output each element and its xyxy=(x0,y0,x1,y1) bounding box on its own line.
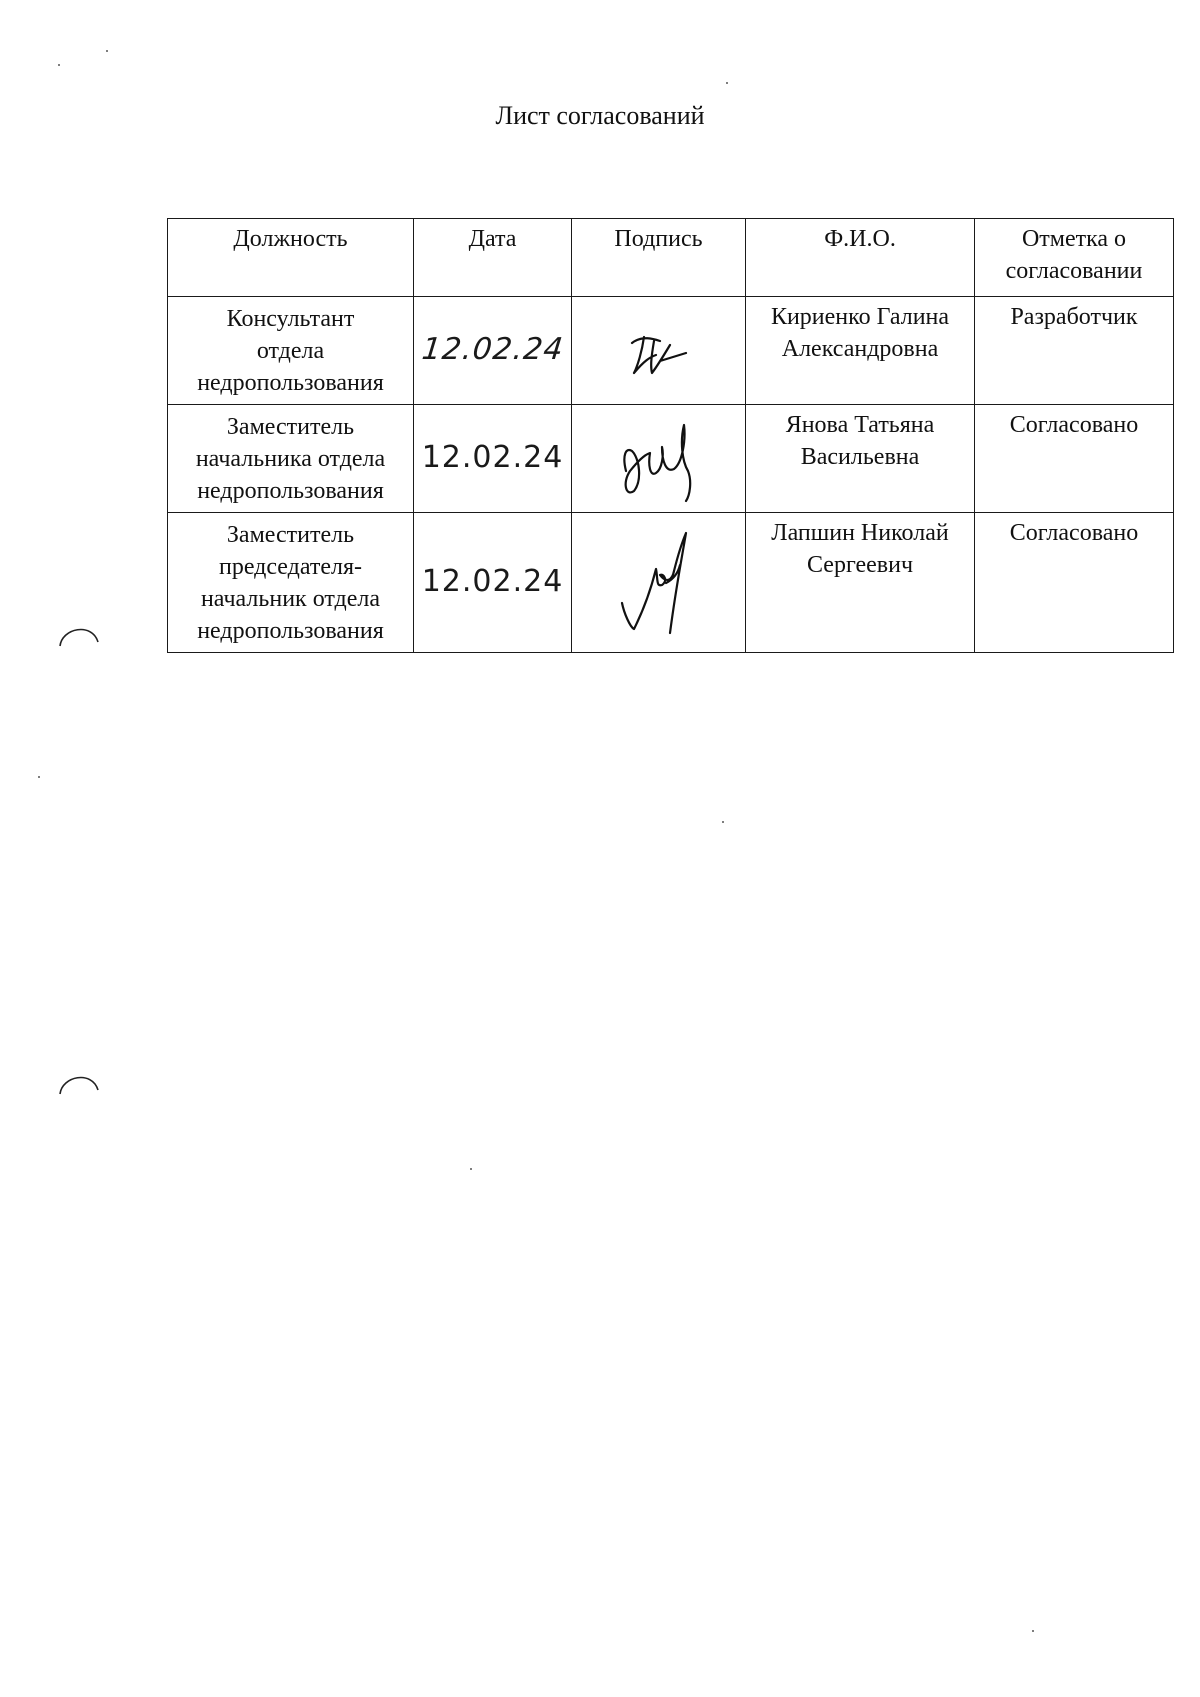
position-line: начальника отдела xyxy=(195,445,386,472)
handwritten-date: 12.02.24 xyxy=(419,331,566,367)
position-line: Заместитель xyxy=(226,521,355,548)
position-cell xyxy=(168,297,414,405)
header-date: Дата xyxy=(414,219,572,297)
scan-speck xyxy=(470,1168,472,1170)
position-cell xyxy=(168,513,414,653)
table-row xyxy=(168,405,1174,513)
date-cell xyxy=(414,405,572,513)
fio-line: Янова Татьяна xyxy=(785,412,935,438)
handwritten-signature xyxy=(604,523,714,643)
approval-mark-cell: Согласовано xyxy=(975,513,1174,653)
date-cell xyxy=(414,297,572,405)
position-cell xyxy=(168,405,414,513)
punch-hole-mark xyxy=(56,1068,102,1098)
fio-cell xyxy=(746,513,975,653)
handwritten-date: 12.02.24 xyxy=(421,563,564,599)
scan-speck xyxy=(726,82,728,84)
header-approval-mark: Отметка о согласовании xyxy=(975,219,1174,297)
approval-mark-cell: Разработчик xyxy=(975,297,1174,405)
position-line: Заместитель xyxy=(226,413,355,440)
handwritten-signature xyxy=(614,321,704,381)
position-line: начальник отдела xyxy=(200,585,381,612)
signature-cell xyxy=(572,513,746,653)
date-cell xyxy=(414,513,572,653)
position-line: председателя- xyxy=(218,553,363,580)
scan-speck xyxy=(106,50,108,52)
approval-mark-cell: Согласовано xyxy=(975,405,1174,513)
position-line: недропользования xyxy=(197,477,384,504)
header-position: Должность xyxy=(168,219,414,297)
position-line: недропользования xyxy=(197,369,384,396)
signature-cell xyxy=(572,405,746,513)
fio-line: Кириенко Галина xyxy=(770,304,950,330)
fio-line: Сергеевич xyxy=(806,552,914,578)
scan-speck xyxy=(1032,1630,1034,1632)
handwritten-date: 12.02.24 xyxy=(421,439,564,475)
approval-table xyxy=(167,218,1174,653)
scan-speck xyxy=(58,64,60,66)
page-title: Лист согласований xyxy=(495,101,705,130)
header-row xyxy=(168,219,1174,297)
fio-line: Васильевна xyxy=(800,444,920,470)
punch-hole-mark xyxy=(56,620,102,650)
position-line: отдела xyxy=(256,337,325,364)
fio-line: Лапшин Николай xyxy=(771,520,949,546)
signature-cell xyxy=(572,297,746,405)
table-row xyxy=(168,513,1174,653)
position-line: Консультант xyxy=(226,305,355,332)
fio-cell xyxy=(746,405,975,513)
fio-line: Александровна xyxy=(781,336,939,362)
fio-cell xyxy=(746,297,975,405)
scan-speck xyxy=(722,821,724,823)
position-line: недропользования xyxy=(197,617,384,644)
handwritten-signature xyxy=(604,411,714,507)
scan-speck xyxy=(38,776,40,778)
table-row xyxy=(168,297,1174,405)
header-fio: Ф.И.О. xyxy=(746,219,975,297)
header-signature: Подпись xyxy=(572,219,746,297)
